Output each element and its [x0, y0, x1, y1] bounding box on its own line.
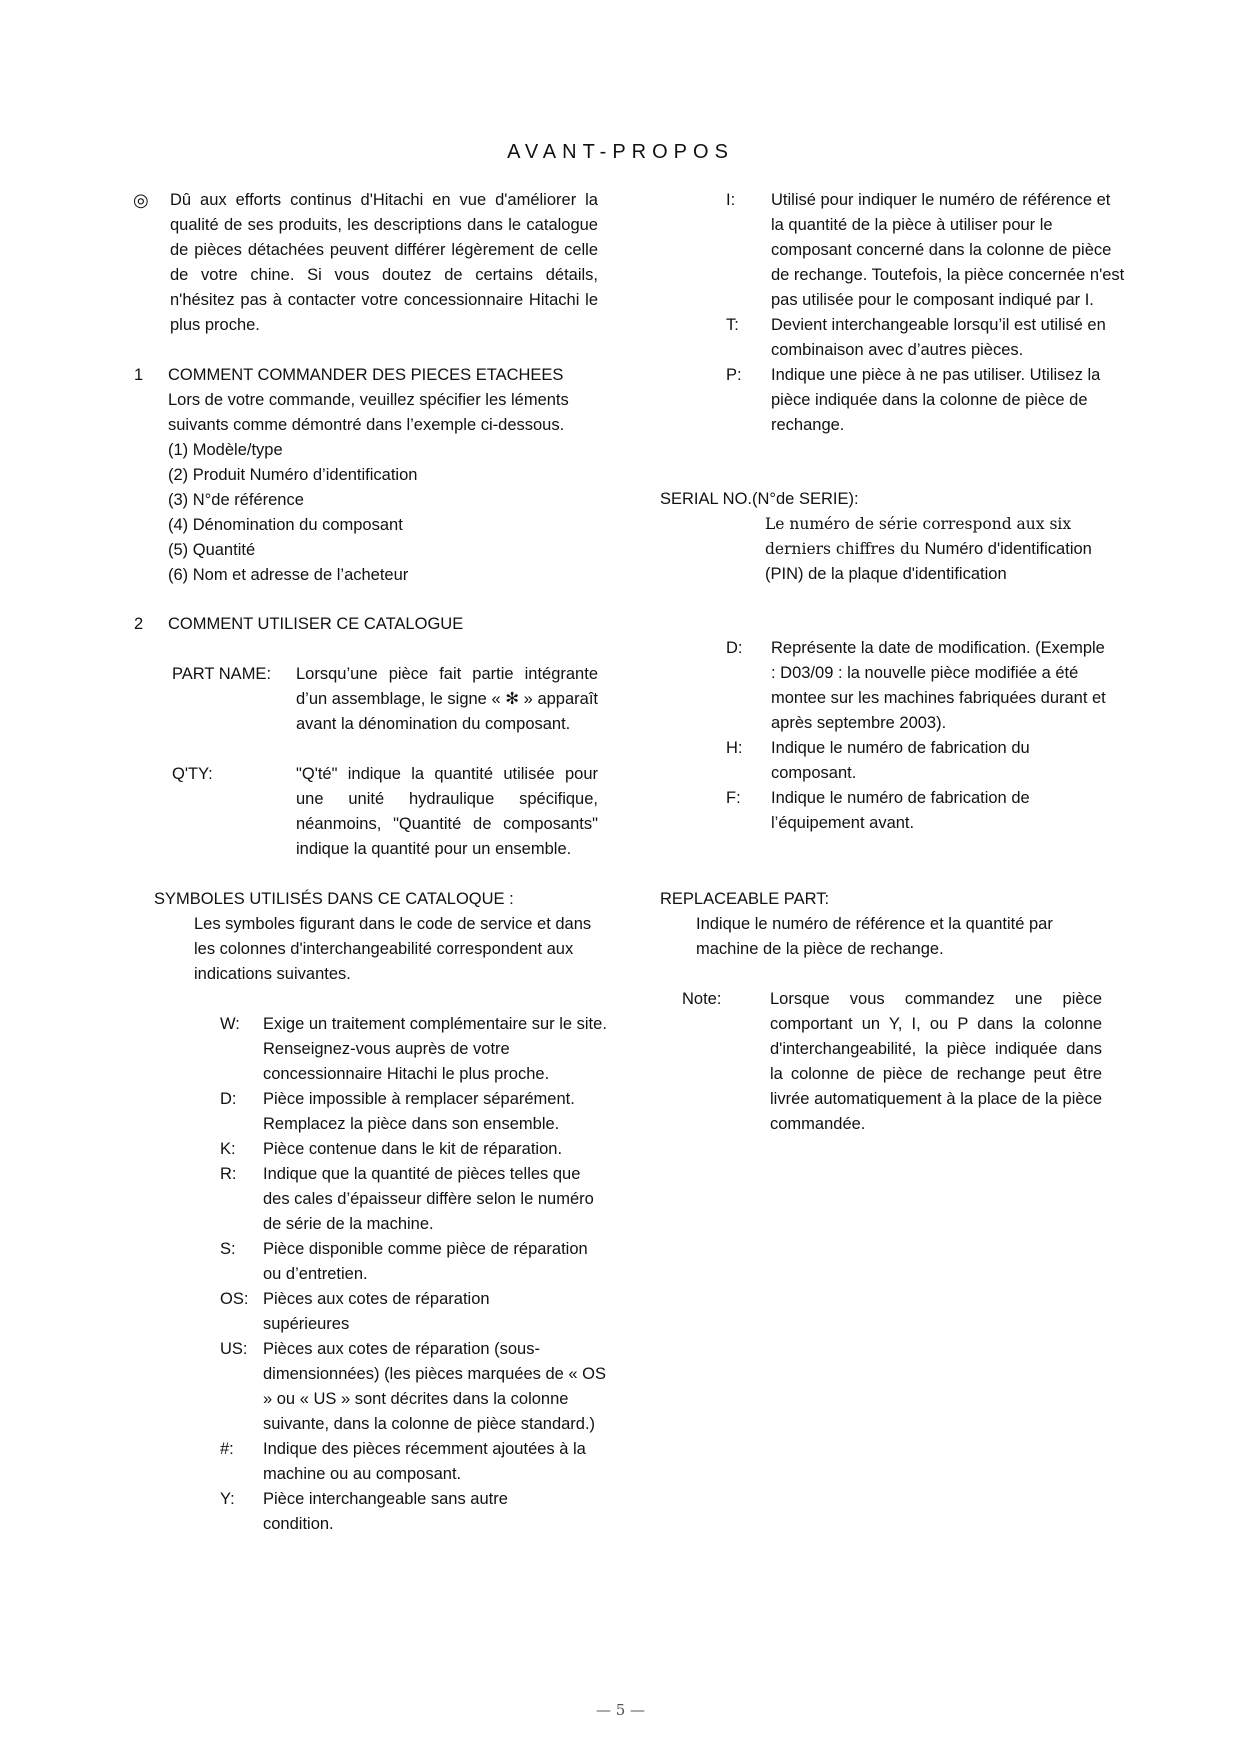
right-codes-list: [726, 188, 1126, 438]
section1-heading: COMMENT COMMANDER DES PIECES ETACHEES: [168, 366, 564, 384]
replaceable-text: Indique le numéro de référence et la quantité par machine de la pièce de rechange.: [696, 915, 1053, 958]
symbol-item: [220, 1162, 608, 1237]
serial-text-sans: Numéro d'identification (PIN) de la plaque d'identification: [765, 540, 1092, 583]
code-label: H:: [726, 739, 743, 757]
code-text: Indique le numéro de fabrication du composant.: [771, 739, 1030, 782]
symbol-item: [220, 1437, 608, 1487]
part-name-label: PART NAME:: [172, 665, 272, 683]
symbol-code: S:: [220, 1240, 236, 1258]
note-label: Note:: [682, 990, 722, 1008]
symbol-code: Y:: [220, 1490, 235, 1508]
code-label: P:: [726, 366, 742, 384]
qty-label: Q'TY:: [172, 765, 213, 783]
symbol-text: Pièce contenue dans le kit de réparation.: [263, 1140, 563, 1158]
section2-number: 2: [134, 615, 144, 633]
symbol-text: Pièces aux cotes de réparation (sous-dimensionnées) (les pièces marquées de « OS » ou « US » sont décrites dans la colonne suivante, dans la colonne de pièce standard.): [263, 1340, 607, 1433]
code-text: Devient interchangeable lorsqu’il est utilisé en combinaison avec d’autres pièces.: [771, 316, 1106, 359]
intro-paragraph: Dû aux efforts continus d'Hitachi en vue d'améliorer la qualité de ses produits, les descriptions dans le catalogue de pièces détachées peuvent différer légèrement de celle de votre chine. Si vous doutez de certains détails, n'hésitez pas à contacter votre concessionnaire Hitachi le plus proche.: [170, 191, 598, 334]
symbol-code: K:: [220, 1140, 236, 1158]
double-circle-icon: ◎: [133, 190, 149, 210]
section2-heading: COMMENT UTILISER CE CATALOGUE: [168, 615, 464, 633]
symbol-code: #:: [220, 1440, 234, 1458]
symbol-text: Indique que la quantité de pièces telles que des cales d’épaisseur diffère selon le numéro de série de la machine.: [263, 1165, 594, 1233]
list-item: (4) Dénomination du composant: [168, 516, 403, 534]
serial-text: [765, 512, 1095, 587]
symbol-item: [220, 1287, 608, 1337]
code-item: [726, 188, 1126, 313]
qty-text: "Q'té" indique la quantité utilisée pour une unité hydraulique spécifique, néanmoins, "Quantité de composants" indique la quantité pour un ensemble.: [296, 765, 598, 858]
symbol-text: Pièce interchangeable sans autre condition.: [263, 1490, 508, 1533]
page-title: AVANT-PROPOS: [507, 141, 734, 163]
symbols-heading: SYMBOLES UTILISÉS DANS CE CATALOQUE :: [154, 890, 514, 908]
code-item: [726, 786, 1126, 836]
symbol-text: Exige un traitement complémentaire sur le site. Renseignez-vous auprès de votre concessionnaire Hitachi le plus proche.: [263, 1015, 607, 1083]
symbol-code: W:: [220, 1015, 240, 1033]
symbols-intro: Les symboles figurant dans le code de service et dans les colonnes d'interchangeabilité correspondent aux indications suivantes.: [194, 915, 592, 983]
symbol-code: OS:: [220, 1290, 249, 1308]
code-item: [726, 363, 1126, 438]
part-name-text: Lorsqu’une pièce fait partie intégrante d’un assemblage, le signe « ✻ » apparaît avant la dénomination du composant.: [296, 665, 598, 733]
symbol-item: [220, 1012, 608, 1087]
code-label: T:: [726, 316, 739, 334]
code-text: Indique une pièce à ne pas utiliser. Utilisez la pièce indiquée dans la colonne de pièce de rechange.: [771, 366, 1101, 434]
section1-text: Lors de votre commande, veuillez spécifier les léments suivants comme démontré dans l’exemple ci-dessous.: [168, 391, 569, 434]
code-text: Indique le numéro de fabrication de l’équipement avant.: [771, 789, 1030, 832]
symbol-code: US:: [220, 1340, 248, 1358]
replaceable-heading: REPLACEABLE PART:: [660, 890, 830, 908]
symbol-code: D:: [220, 1090, 237, 1108]
symbol-item: [220, 1087, 608, 1137]
page-number: — 5 —: [595, 1701, 646, 1719]
right-codes-list-2: [726, 636, 1126, 836]
symbol-item: [220, 1237, 608, 1287]
code-label: I:: [726, 191, 736, 209]
code-text: Représente la date de modification. (Exemple : D03/09 : la nouvelle pièce modifiée a été montee sur les machines fabriquées durant et après septembre 2003).: [771, 639, 1106, 732]
list-item: (2) Produit Numéro d’identification: [168, 466, 418, 484]
list-item: (6) Nom et adresse de l’acheteur: [168, 566, 409, 584]
code-item: [726, 736, 1126, 786]
list-item: (1) Modèle/type: [168, 441, 283, 459]
serial-text-serif: Le numéro de série correspond aux six derniers chiffres du: [765, 515, 1072, 558]
section1-number: 1: [134, 366, 144, 384]
section1-list: [168, 438, 417, 588]
code-item: [726, 313, 1126, 363]
symbol-text: Indique des pièces récemment ajoutées à la machine ou au composant.: [263, 1440, 586, 1483]
code-text: Utilisé pour indiquer le numéro de référence et la quantité de la pièce à utiliser pour le composant concerné dans la colonne de pièce de rechange. Toutefois, la pièce concernée n'est pas utilisée pour le composant indiqué par I.: [771, 191, 1125, 309]
symbol-text: Pièce disponible comme pièce de réparation ou d’entretien.: [263, 1240, 588, 1283]
code-label: F:: [726, 789, 741, 807]
note-text: Lorsque vous commandez une pièce comportant un Y, I, ou P dans la colonne d'interchangeabilité, la pièce indiquée dans la colonne de pièce de rechange peut être livrée automatiquement à la place de la pièce commandée.: [770, 990, 1102, 1133]
symbol-text: Pièce impossible à remplacer séparément. Remplacez la pièce dans son ensemble.: [263, 1090, 575, 1133]
symbol-item: [220, 1137, 608, 1162]
symbol-code: R:: [220, 1165, 237, 1183]
symbol-item: [220, 1487, 608, 1537]
symbols-list: [220, 1012, 608, 1537]
symbol-text: Pièces aux cotes de réparation supérieures: [263, 1290, 490, 1333]
code-label: D:: [726, 639, 743, 657]
code-item: [726, 636, 1126, 736]
list-item: (5) Quantité: [168, 541, 256, 559]
list-item: (3) N°de référence: [168, 491, 304, 509]
symbol-item: [220, 1337, 608, 1437]
serial-heading: SERIAL NO.(N°de SERIE):: [660, 490, 859, 508]
